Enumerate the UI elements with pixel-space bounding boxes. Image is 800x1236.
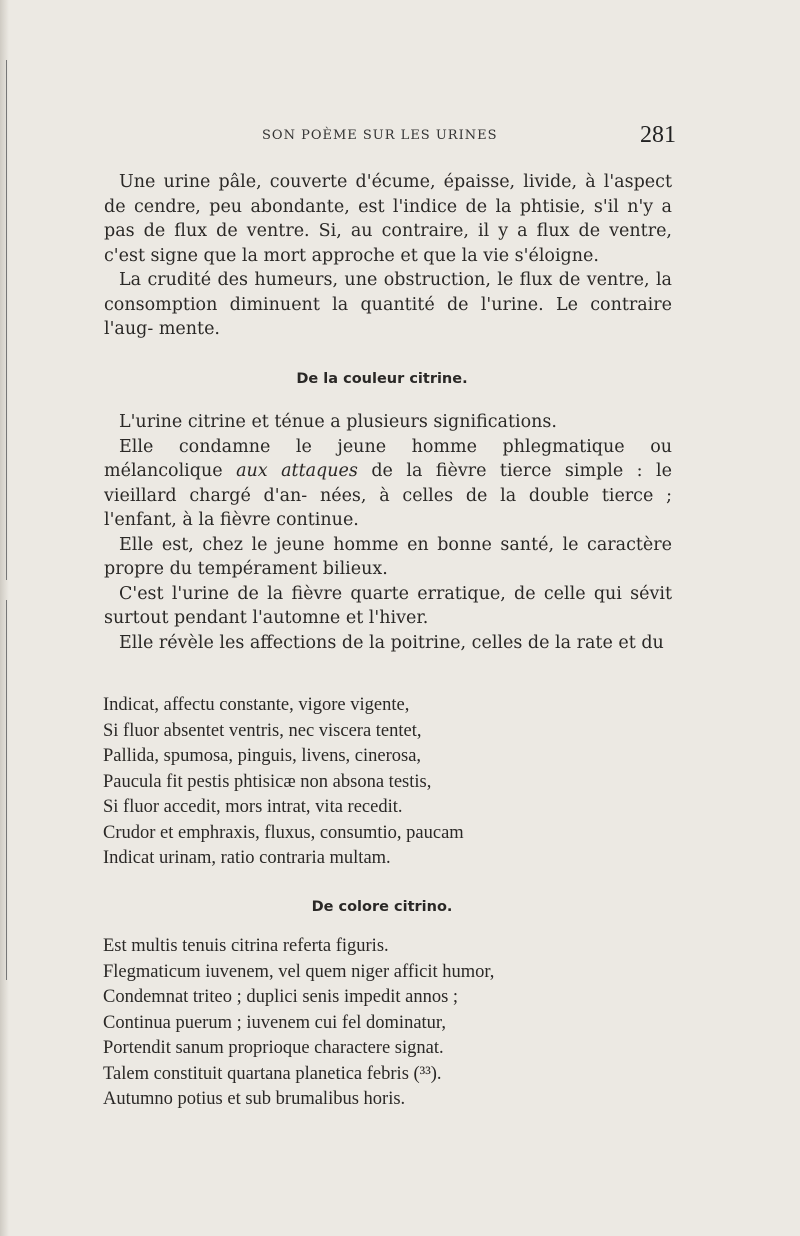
text-line: nées, à celles de la double tierce ; l'enfant, à la fièvre continue.	[104, 485, 672, 530]
running-head: SON POÈME SUR LES URINES	[262, 128, 498, 143]
page-number: 281	[640, 122, 676, 148]
verse-line: Continua puerum ; iuvenem cui fel dominatur,	[103, 1012, 446, 1033]
binding-line	[6, 60, 7, 580]
paragraph	[104, 170, 672, 268]
french-paragraphs-2	[104, 410, 672, 655]
text-line: L'urine citrine et ténue a plusieurs significations.	[119, 412, 557, 432]
verse-line: Pallida, spumosa, pinguis, livens, cinerosa,	[103, 746, 422, 766]
paragraph	[104, 631, 672, 656]
verse-line: Condemnat triteo ; duplici senis impedit annos ;	[103, 987, 459, 1007]
text-line: de la fièvre tierce simple : le vieillard chargé d'an-	[104, 461, 672, 506]
text-line: Elle est, chez le jeune homme en bonne santé, le caractère	[119, 534, 672, 555]
italic-phrase: aux attaques	[236, 461, 358, 481]
text-line: Elle révèle les affections de la poitrine, celles de la rate et du	[119, 632, 664, 653]
paragraph	[104, 268, 672, 342]
verse-line: Est multis tenuis citrina referta figuris.	[103, 936, 389, 956]
text-line: mente.	[158, 319, 220, 339]
verse-line: Si fluor absentet ventris, nec viscera tentet,	[103, 720, 422, 741]
text-line: Une urine pâle, couverte d'écume, épaisse, livide, à l'aspect de	[104, 172, 672, 217]
text-line: propre du tempérament bilieux.	[104, 559, 388, 579]
binding-edge	[0, 0, 9, 1236]
verse-line: Crudor et emphraxis, fluxus, consumtio, paucam	[103, 822, 464, 843]
section-heading-latin: De colore citrino.	[311, 899, 453, 915]
section-heading-french: De la couleur citrine.	[296, 371, 468, 387]
paragraph	[104, 410, 672, 435]
paragraph	[104, 435, 672, 533]
verse-line: Si fluor accedit, mors intrat, vita recedit.	[103, 797, 403, 817]
text-line: La crudité des humeurs, une obstruction, le flux de ventre, la	[119, 270, 672, 290]
verse-line: Portendit sanum proprioque charactere signat.	[103, 1038, 444, 1058]
verse-line: Autumno potius et sub brumalibus horis.	[103, 1089, 406, 1109]
text-line: consomption diminuent la quantité de l'urine. Le contraire l'aug-	[104, 294, 672, 339]
text-line: flux de ventre. Si, au contraire, il y a flux de ventre, c'est signe	[104, 221, 672, 266]
verse-line: Paucula fit pestis phtisicæ non absona testis,	[103, 771, 432, 792]
verse-line: Talem constituit quartana planetica febris (³³).	[103, 1063, 442, 1084]
verse-line: Flegmaticum iuvenem, vel quem niger afficit humor,	[103, 961, 495, 982]
paragraph	[104, 582, 672, 631]
text-line: C'est l'urine de la fièvre quarte erratique, de celle qui sévit	[119, 583, 672, 604]
french-paragraphs-1	[104, 170, 672, 342]
text-line: cendre, peu abondante, est l'indice de la phtisie, s'il n'y a pas de	[104, 196, 672, 241]
paragraph	[104, 533, 672, 582]
verse-line: Indicat, affectu constante, vigore vigente,	[103, 695, 410, 715]
latin-verse-2	[103, 934, 494, 1113]
text-line: que la mort approche et que la vie s'éloigne.	[203, 245, 599, 266]
verse-line: Indicat urinam, ratio contraria multam.	[103, 848, 391, 868]
text-line: surtout pendant l'automne et l'hiver.	[104, 608, 429, 628]
latin-verse-1	[103, 693, 464, 872]
binding-line	[6, 600, 7, 980]
text-line: Elle condamne le jeune homme phlegmatique ou mélancolique	[104, 436, 672, 481]
